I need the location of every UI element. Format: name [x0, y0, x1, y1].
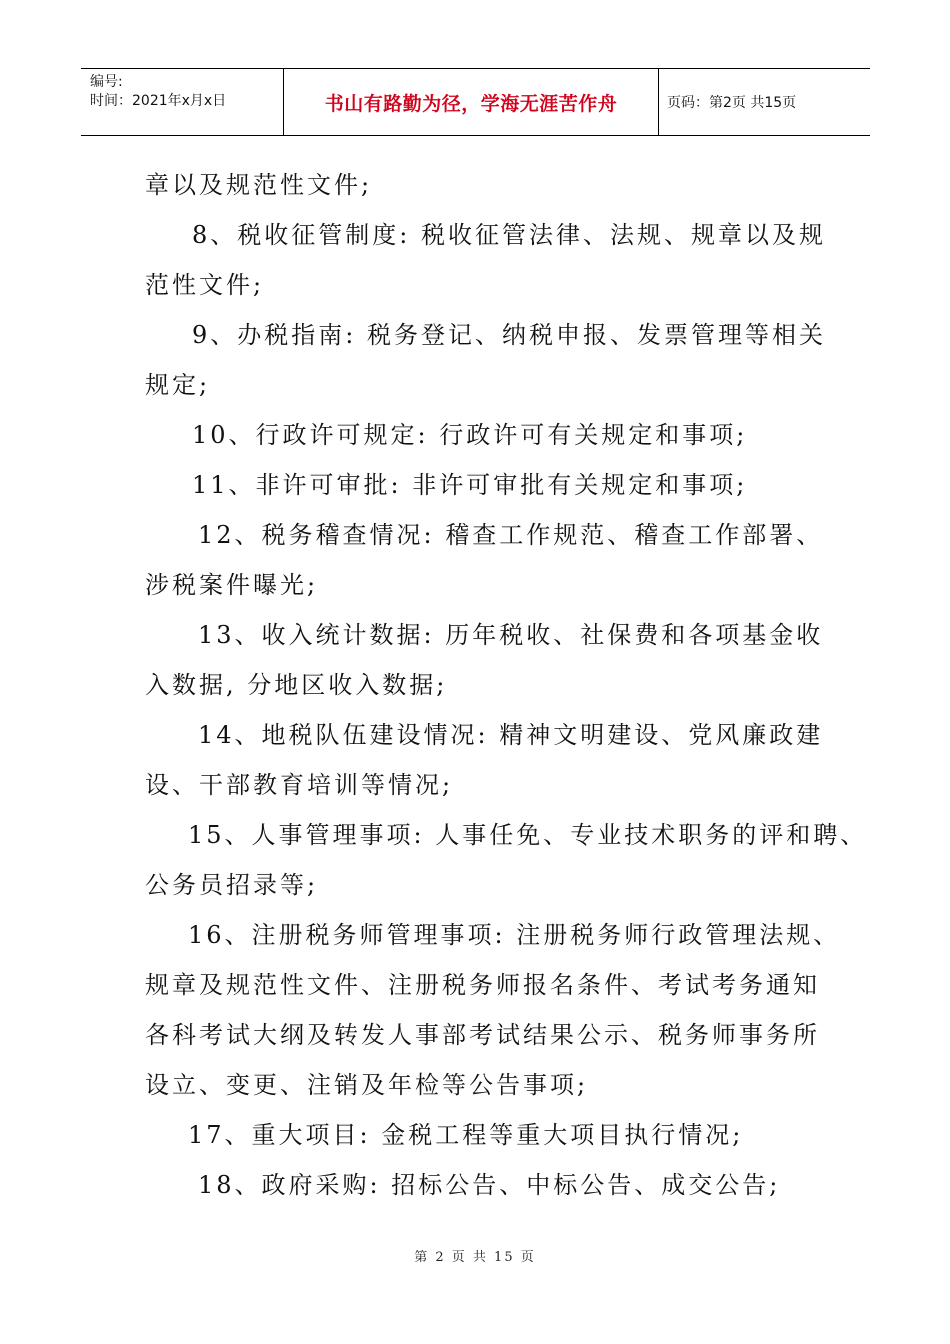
document-body: [145, 160, 868, 1210]
text-line: 章以及规范性文件;: [145, 171, 373, 199]
text-line: 各科考试大纲及转发人事部考试结果公示、税务师事务所: [145, 1021, 820, 1049]
text-line: 公务员招录等;: [145, 871, 319, 899]
text-line: 11、非许可审批: 非许可审批有关规定和事项;: [192, 471, 748, 499]
text-line: 范性文件;: [145, 271, 265, 299]
text-line: 14、地税队伍建设情况: 精神文明建设、党风廉政建: [198, 721, 824, 749]
text-line: 12、税务稽查情况: 稽查工作规范、稽查工作部署、: [198, 521, 824, 549]
header-motto: 书山有路勤为径，学海无涯苦作舟: [284, 69, 659, 135]
text-line: 设、干部教育培训等情况;: [145, 771, 454, 799]
text-line: 16、注册税务师管理事项: 注册税务师行政管理法规、: [188, 921, 841, 949]
page-footer: 第 2 页 共 15 页: [414, 1250, 536, 1265]
text-line: 规章及规范性文件、注册税务师报名条件、考试考务通知: [145, 971, 820, 999]
text-line: 9、办税指南: 税务登记、纳税申报、发票管理等相关: [192, 321, 826, 349]
document-number-label: 编号:: [90, 74, 123, 90]
header-meta: [81, 69, 284, 135]
document-time-label: 时间：2021年x月x日: [90, 93, 227, 109]
text-line: 8、税收征管制度: 税收征管法律、法规、规章以及规: [192, 221, 826, 249]
text-line: 18、政府采购: 招标公告、中标公告、成交公告;: [198, 1171, 781, 1199]
text-line: 入数据, 分地区收入数据;: [145, 671, 448, 699]
text-line: 17、重大项目: 金税工程等重大项目执行情况;: [188, 1121, 744, 1149]
document-header: [81, 68, 870, 136]
text-line: 设立、变更、注销及年检等公告事项;: [145, 1071, 589, 1099]
text-line: 15、人事管理事项: 人事任免、专业技术职务的评和聘、: [188, 821, 868, 849]
header-page-info: 页码：第2页 共15页: [667, 95, 797, 111]
text-line: 13、收入统计数据: 历年税收、社保费和各项基金收: [198, 621, 824, 649]
text-line: 规定;: [145, 371, 211, 399]
text-line: 涉税案件曝光;: [145, 571, 319, 599]
text-line: 10、行政许可规定: 行政许可有关规定和事项;: [192, 421, 748, 449]
